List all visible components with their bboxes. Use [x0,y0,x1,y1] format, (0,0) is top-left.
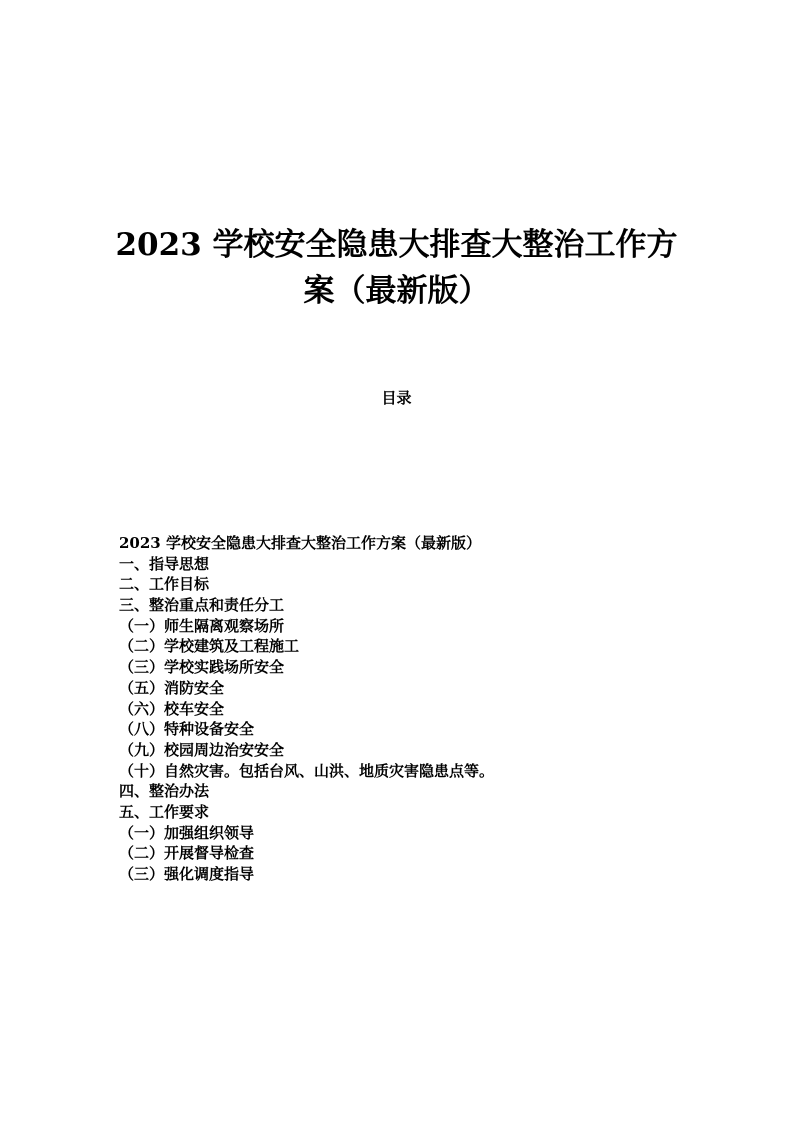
toc-item-natural-disasters: （十）自然灾害。包括台风、山洪、地质灾害隐患点等。 [119,761,495,780]
toc-item-strengthen-leadership: （一）加强组织领导 [119,823,255,842]
table-of-contents [119,533,494,885]
toc-item-scheduling-guidance: （三）强化调度指导 [119,865,255,883]
toc-item-work-requirements: 五、工作要求 [119,802,210,821]
toc-item-school-bus: （六）校车安全 [119,699,225,718]
toc-item-work-goals: 二、工作目标 [119,575,210,594]
toc-item-remediation-methods: 四、整治办法 [119,782,210,801]
document-title-line-1: 2023 学校安全隐患大排查大整治工作方 [115,227,678,263]
toc-item-practice-sites: （三）学校实践场所安全 [119,658,285,677]
toc-item-main-title: 2023 学校安全隐患大排查大整治工作方案（最新版） [119,534,481,552]
toc-heading: 目录 [381,389,412,407]
toc-item-buildings-construction: （二）学校建筑及工程施工 [119,637,300,656]
toc-item-isolation-sites: （一）师生隔离观察场所 [119,616,285,635]
toc-item-guiding-ideology: 一、指导思想 [119,554,210,573]
document-title-line-2: 案（最新版） [303,273,490,309]
toc-item-fire-safety: （五）消防安全 [119,678,225,697]
toc-item-special-equipment: （八）特种设备安全 [119,720,255,739]
toc-item-campus-surroundings: （九）校园周边治安安全 [119,740,285,759]
document-title [100,222,693,314]
toc-item-supervision-inspection: （二）开展督导检查 [119,844,255,863]
toc-item-key-points: 三、整治重点和责任分工 [119,596,285,615]
